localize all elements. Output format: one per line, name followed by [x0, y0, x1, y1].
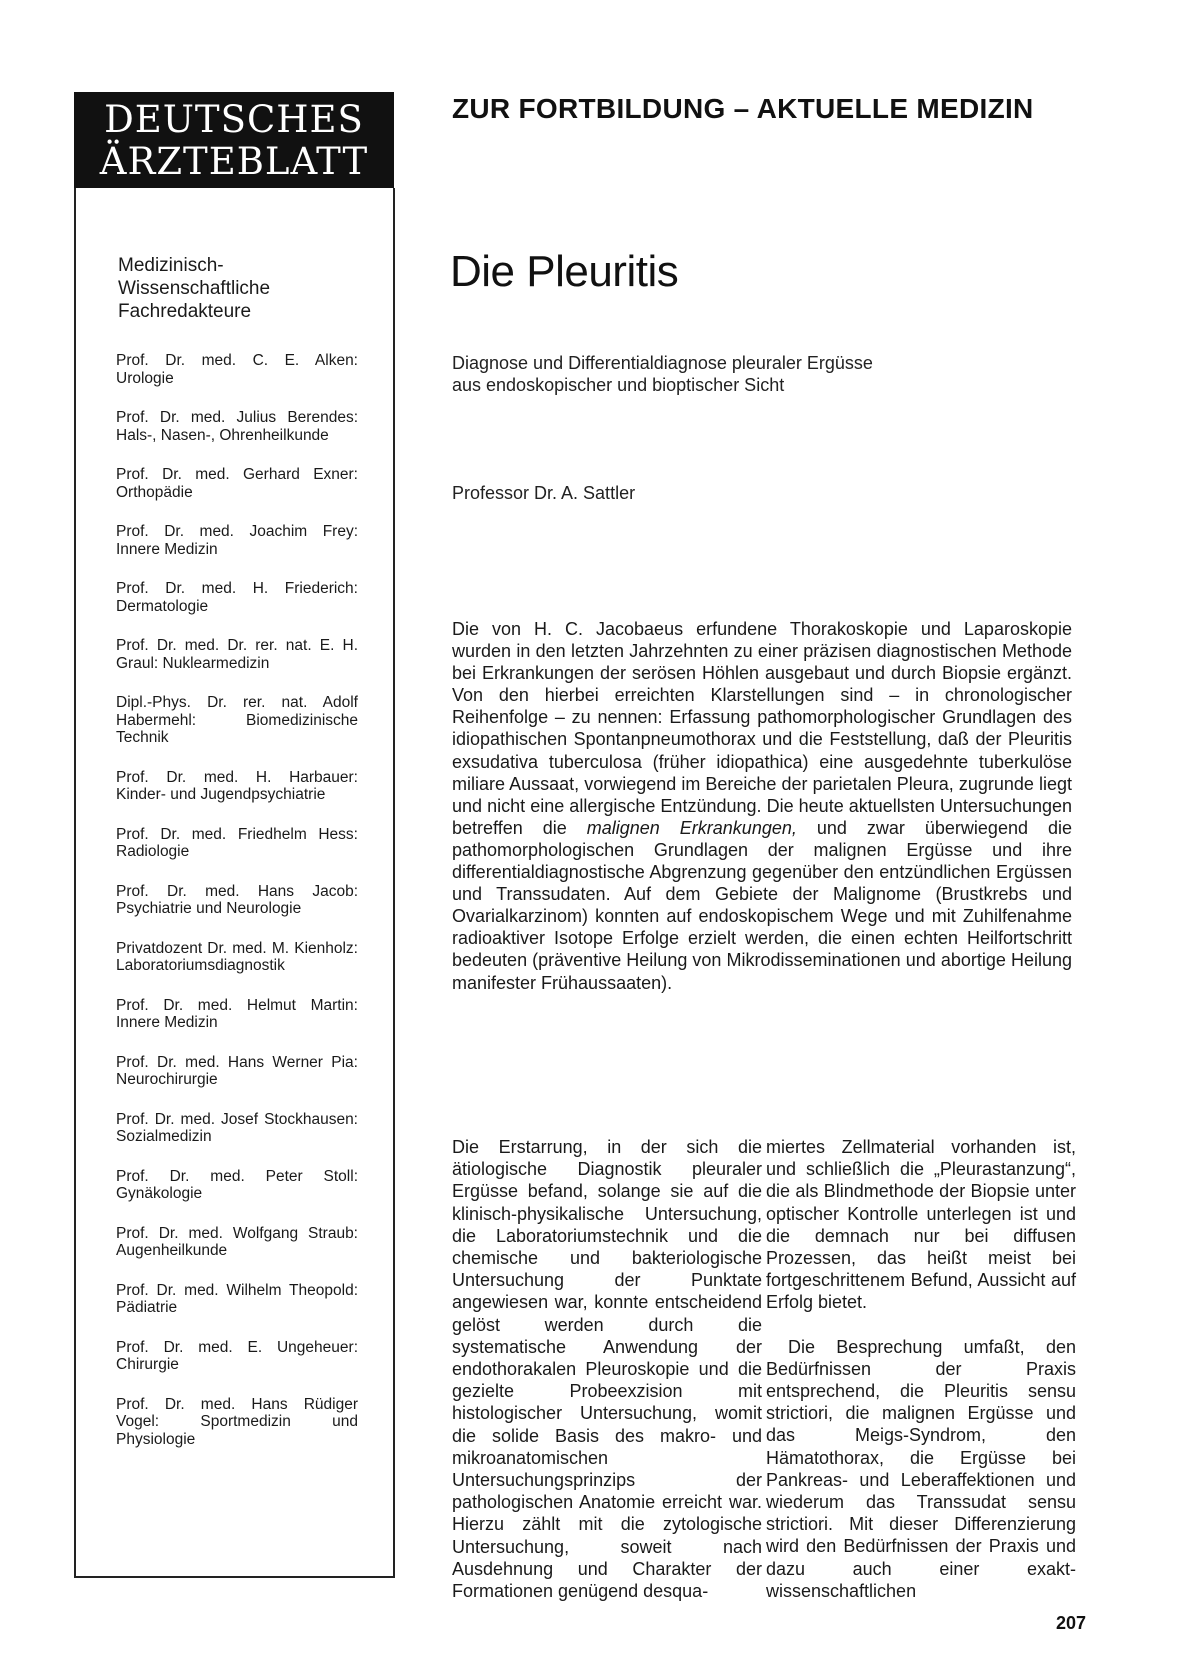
section-header: ZUR FORTBILDUNG – AKTUELLE MEDIZIN: [452, 93, 1034, 124]
abstract-text-part-2: und zwar überwiegend die pathomorphologischen Grundlagen der malignen Ergüsse und ihre differentialdiagnostische Abgrenzung gegenüber den entzündlichen Ergüssen und Transsudaten. Auf dem Gebiete der Malignome (Brustkrebs und Ovarialkarzinom) konnten auf endoskopischem Wege und mit Zuhilfenahme radioaktiver Isotope Erfolge erzielt werden, die einen echten Heilfortschritt bedeuten (präventive Heilung von Mikrodisseminationen und abortige Heilung manifester Frühaussaaten).: [452, 817, 1072, 993]
editor-entry: Prof. Dr. med. H. Friederich: Dermatologie: [116, 580, 358, 615]
masthead-line-1: DEUTSCHES: [104, 98, 364, 141]
editor-entry: Prof. Dr. med. E. Ungeheuer: Chirurgie: [116, 1338, 358, 1373]
editor-entry: Prof. Dr. med. Joachim Frey: Innere Medizin: [116, 523, 358, 558]
article-abstract: [452, 618, 1072, 994]
masthead-line-2: ÄRZTEBLATT: [99, 140, 369, 183]
editor-entry: Prof. Dr. med. C. E. Alken: Urologie: [116, 352, 358, 387]
editor-entry: Prof. Dr. med. Peter Stoll: Gynäkologie: [116, 1167, 358, 1202]
body-column-left: [452, 1136, 762, 1602]
editor-entry: Prof. Dr. med. Hans Rüdiger Vogel: Sportmedizin und Physiologie: [116, 1395, 358, 1448]
body-column-right: [766, 1136, 1076, 1602]
editor-entry: Prof. Dr. med. Wilhelm Theopold: Pädiatrie: [116, 1281, 358, 1316]
editor-entry: Prof. Dr. med. Gerhard Exner: Orthopädie: [116, 466, 358, 501]
editor-entry: Prof. Dr. med. Friedhelm Hess: Radiologie: [116, 825, 358, 860]
subtitle-line-2: aus endoskopischer und bioptischer Sicht: [452, 375, 785, 395]
sidebar-heading-line-2: Wissenschaftliche: [118, 278, 271, 299]
body-paragraph: Die Besprechung umfaßt, den Bedürfnissen der Praxis entsprechend, die Pleuritis sensu strictiori, die malignen Ergüsse und das Meigs-Syndrom, den Hämatothorax, die Ergüsse bei Pankreas- und Leberaffektionen und wiederum das Transsudat sensu strictiori. Mit dieser Differenzierung wird den Bedürfnissen der Praxis und dazu auch einer exakt-wissenschaftlichen: [766, 1336, 1076, 1601]
sidebar-heading-line-1: Medizinisch-: [118, 255, 224, 276]
editor-entry: Prof. Dr. med. Josef Stockhausen: Sozialmedizin: [116, 1110, 358, 1145]
page-number: 207: [1055, 1613, 1086, 1633]
sidebar-heading: [118, 254, 358, 323]
editor-entry: Prof. Dr. med. H. Harbauer: Kinder- und Jugendpsychiatrie: [116, 768, 358, 803]
article-subtitle: [452, 352, 1012, 396]
subtitle-line-1: Diagnose und Differentialdiagnose pleuraler Ergüsse: [452, 353, 873, 373]
editor-list: [116, 352, 358, 1470]
body-paragraph: Die Erstarrung, in der sich die ätiologische Diagnostik pleuraler Ergüsse befand, solange sie auf die klinisch-physikalische Untersuchung, die Laboratoriumstechnik und die chemische und bakteriologische Untersuchung der Punktate angewiesen war, konnte entscheidend gelöst werden durch die systematische Anwendung der endothorakalen Pleuroskopie und die gezielte Probeexzision mit histologischer Untersuchung, womit die solide Basis des makro- und mikroanatomischen Untersuchungsprinzips der pathologischen Anatomie erreicht war. Hierzu zählt mit die zytologische Untersuchung, soweit nach Ausdehnung und Charakter der Formationen genügend desqua-: [452, 1137, 762, 1602]
editor-entry: Prof. Dr. med. Julius Berendes: Hals-, Nasen-, Ohrenheilkunde: [116, 409, 358, 444]
article-title: Die Pleuritis: [450, 247, 679, 296]
abstract-emphasis: malignen Erkrankungen,: [586, 817, 797, 838]
sidebar-heading-line-3: Fachredakteure: [118, 301, 252, 322]
editor-entry: Privatdozent Dr. med. M. Kienholz: Laboratoriumsdiagnostik: [116, 939, 358, 974]
editor-entry: Prof. Dr. med. Wolfgang Straub: Augenheilkunde: [116, 1224, 358, 1259]
editor-entry: Prof. Dr. med. Hans Werner Pia: Neurochirurgie: [116, 1053, 358, 1088]
article-author: Professor Dr. A. Sattler: [452, 483, 636, 503]
editor-entry: Prof. Dr. med. Dr. rer. nat. E. H. Graul: Nuklearmedizin: [116, 637, 358, 672]
editor-entry: Dipl.-Phys. Dr. rer. nat. Adolf Habermehl: Biomedizinische Technik: [116, 694, 358, 746]
body-paragraph: miertes Zellmaterial vorhanden ist, und schließlich die „Pleurastanzung“, die als Blindmethode der Biopsie unter optischer Kontrolle unterlegen ist und die demnach nur bei diffusen Prozessen, das heißt meist bei fortgeschrittenem Befund, Aussicht auf Erfolg bietet.: [766, 1137, 1076, 1313]
editor-entry: Prof. Dr. med. Hans Jacob: Psychiatrie und Neurologie: [116, 882, 358, 917]
masthead-logo: [74, 92, 394, 188]
editor-entry: Prof. Dr. med. Helmut Martin: Innere Medizin: [116, 996, 358, 1031]
abstract-text-part-1: Die von H. C. Jacobaeus erfundene Thorakoskopie und Laparoskopie wurden in den letzten Jahrzehnten zu einer präzisen diagnostischen Methode bei Erkrankungen der serösen Höhlen ausgebaut und durch Biopsie ergänzt. Von den hierbei erreichten Klarstellungen sind – in chronologischer Reihenfolge – zu nennen: Erfassung pathomorphologischer Grundlagen des idiopathischen Spontanpneumothorax und die Feststellung, daß der Pleuritis exsudativa tuberculosa (früher idiopathica) eine ausgedehnte tuberkulöse miliare Aussaat, vorwiegend im Bereiche der parietalen Pleura, zugrunde liegt und nicht eine allergische Entzündung. Die heute aktuellsten Untersuchungen betreffen die: [452, 619, 1072, 838]
